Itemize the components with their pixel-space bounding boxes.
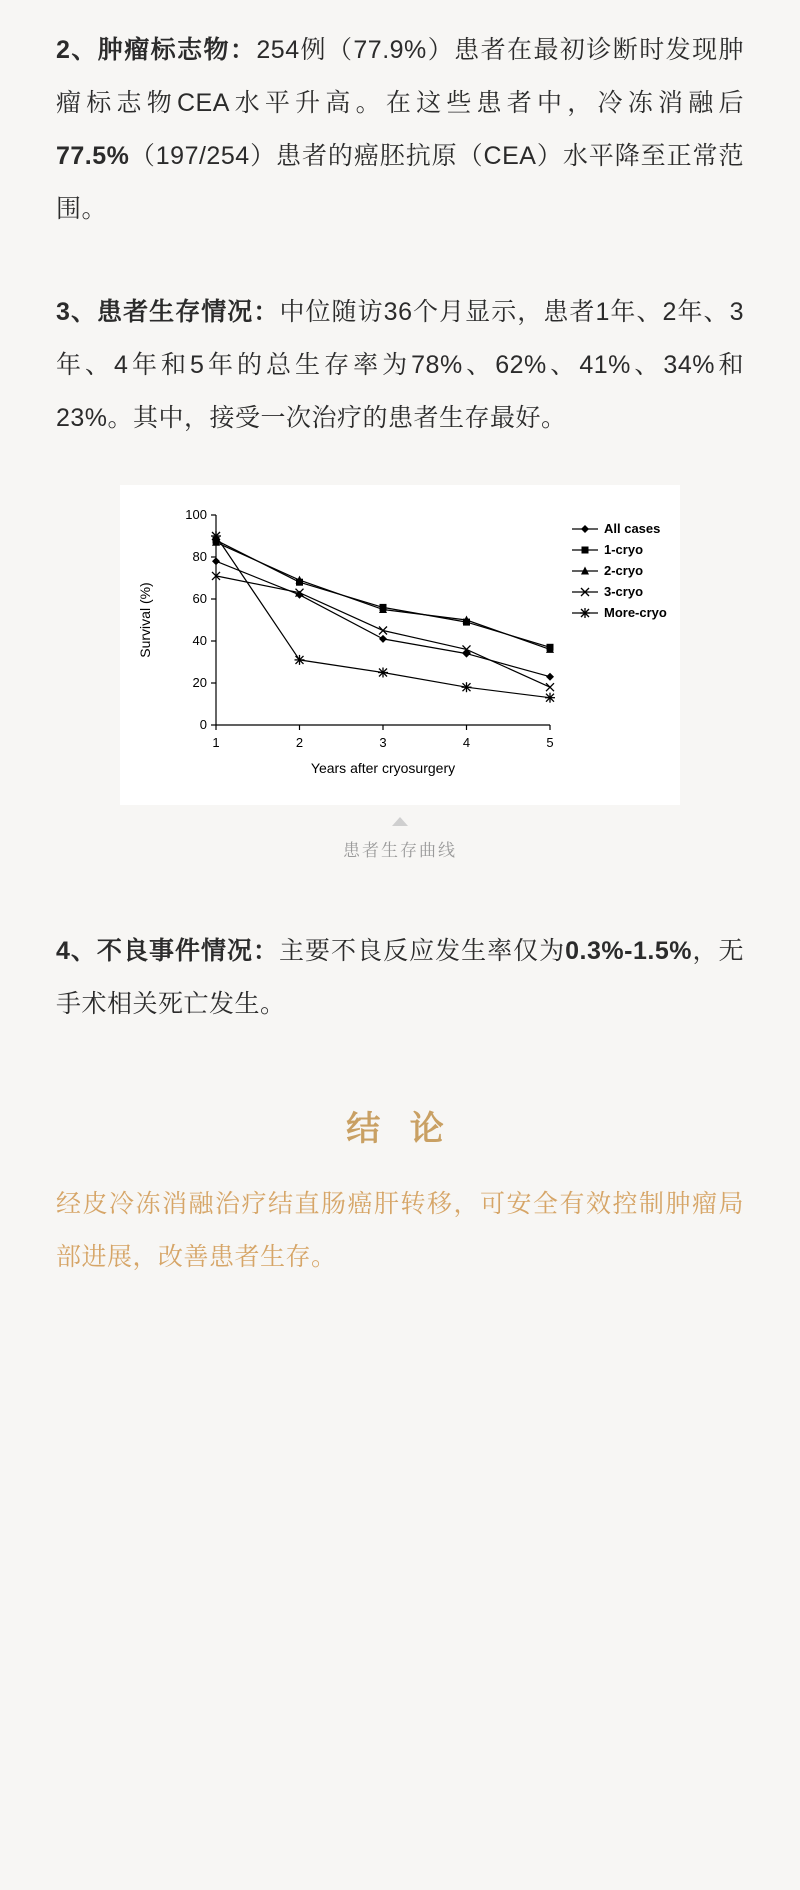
svg-text:60: 60 — [192, 591, 207, 606]
svg-text:100: 100 — [185, 507, 207, 522]
section-tumor-markers — [56, 24, 744, 236]
survival-chart-card — [120, 485, 680, 805]
section-body-tumor-markers-part2: （197/254）患者的癌胚抗原（CEA）水平降至正常范围。 — [56, 142, 744, 223]
section-body-patient-survival: 中位随访36个月显示，患者1年、2年、3年、4年和5年的总生存率为78%、62%、41%、34%和23%。其中，接受一次治疗的患者生存最好。 — [56, 298, 744, 432]
svg-text:3-cryo: 3-cryo — [604, 584, 644, 599]
svg-text:All cases: All cases — [604, 521, 661, 536]
section-body-tumor-markers-part1: 254例（77.9%）患者在最初诊断时发现肿瘤标志物CEA水平升高。在这些患者中，冷冻消融后 — [56, 36, 745, 117]
svg-text:0: 0 — [199, 717, 207, 732]
svg-text:1: 1 — [212, 735, 220, 750]
figure-caption: 患者生存曲线 — [343, 841, 457, 860]
conclusion-text: 经皮冷冻消融治疗结直肠癌肝转移，可安全有效控制肿瘤局部进展，改善患者生存。 — [56, 1190, 744, 1271]
section-spacer-2 — [56, 867, 744, 877]
svg-text:80: 80 — [192, 549, 207, 564]
section-body-adverse-highlight: 0.3%-1.5% — [565, 937, 692, 965]
svg-text:Survival (%): Survival (%) — [137, 582, 153, 658]
section-body-adverse-part1: 主要不良反应发生率仅为 — [279, 937, 566, 965]
section-body-adverse-part2: ，无手术相关死亡发生。 — [56, 937, 744, 1018]
svg-text:4: 4 — [462, 735, 471, 750]
svg-text:More-cryo: More-cryo — [604, 605, 667, 620]
section-body-tumor-markers-highlight: 77.5% — [56, 142, 130, 170]
svg-text:2-cryo: 2-cryo — [604, 563, 644, 578]
section-heading-adverse-events: 4、不良事件情况： — [56, 937, 280, 965]
svg-text:5: 5 — [546, 735, 554, 750]
section-heading-tumor-markers: 2、肿瘤标志物： — [56, 36, 257, 64]
section-spacer — [56, 276, 744, 286]
svg-text:3: 3 — [379, 735, 387, 750]
section-patient-survival — [56, 286, 744, 445]
svg-text:Years after cryosurgery: Years after cryosurgery — [310, 760, 456, 776]
section-adverse-events — [56, 925, 744, 1031]
survival-figure — [56, 485, 744, 861]
caret-up-icon — [392, 817, 408, 826]
svg-text:20: 20 — [192, 675, 207, 690]
section-heading-patient-survival: 3、患者生存情况： — [56, 298, 280, 326]
svg-text:2: 2 — [295, 735, 304, 750]
bottom-spacer — [56, 1284, 744, 1544]
survival-curve-chart — [120, 485, 680, 805]
conclusion-title: 结 论 — [346, 1110, 454, 1148]
svg-text:1-cryo: 1-cryo — [604, 542, 644, 557]
svg-text:40: 40 — [192, 633, 207, 648]
